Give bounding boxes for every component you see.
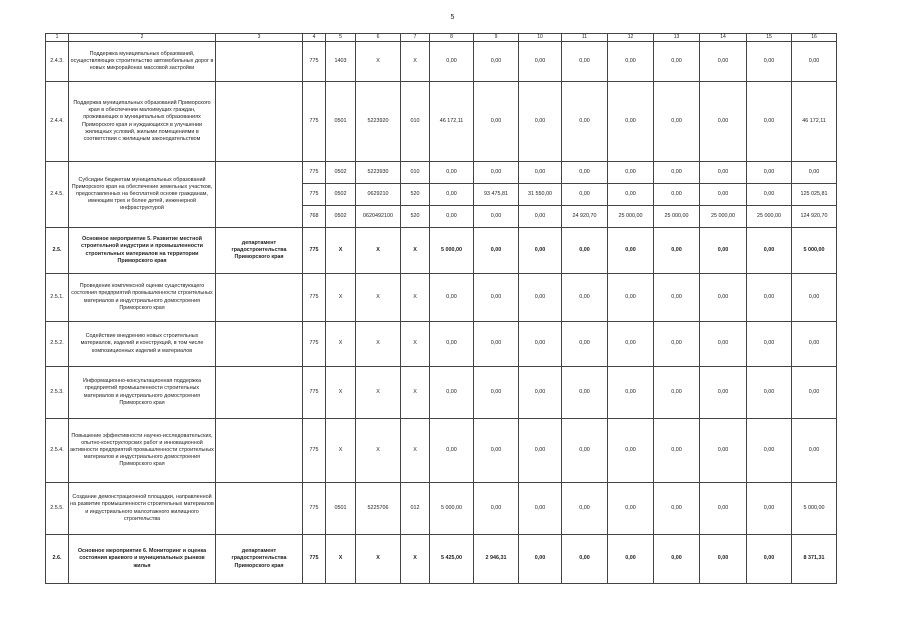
value-cell: X: [356, 419, 401, 483]
row-number: 2.5.4.: [46, 419, 69, 483]
value-cell: 0,00: [654, 82, 700, 162]
value-cell: 0,00: [792, 367, 837, 419]
value-cell: 0,00: [474, 82, 519, 162]
value-cell: 0,00: [562, 228, 608, 274]
value-cell: 0502: [326, 184, 356, 206]
value-cell: 0,00: [519, 206, 562, 228]
table-row: [46, 82, 837, 162]
value-cell: 0,00: [700, 483, 747, 535]
responsible-executor: департамент градостроительства Приморского края: [216, 228, 303, 274]
value-cell: X: [326, 322, 356, 367]
responsible-executor: [216, 419, 303, 483]
value-cell: 0,00: [519, 322, 562, 367]
value-cell: 775: [303, 535, 326, 584]
value-cell: 0,00: [747, 274, 792, 322]
value-cell: 0,00: [654, 162, 700, 184]
column-number: 6: [356, 34, 401, 42]
table-row: [46, 322, 837, 367]
value-cell: 0,00: [608, 419, 654, 483]
value-cell: 25 000,00: [747, 206, 792, 228]
value-cell: 0,00: [519, 367, 562, 419]
value-cell: 0,00: [519, 228, 562, 274]
row-number: 2.4.3.: [46, 42, 69, 82]
value-cell: X: [356, 367, 401, 419]
value-cell: 2 946,31: [474, 535, 519, 584]
value-cell: 0,00: [430, 367, 474, 419]
activity-name: Поддержка муниципальных образований, осуществляющих строительство автомобильных дорог в новых микрорайонах массовой застройки: [69, 42, 216, 82]
value-cell: 0,00: [608, 82, 654, 162]
responsible-executor: [216, 42, 303, 82]
value-cell: 24 920,70: [562, 206, 608, 228]
column-number: 2: [69, 34, 216, 42]
column-number: 14: [700, 34, 747, 42]
row-number: 2.5.5.: [46, 483, 69, 535]
value-cell: 0,00: [747, 419, 792, 483]
value-cell: X: [401, 367, 430, 419]
value-cell: 775: [303, 162, 326, 184]
value-cell: 1403: [326, 42, 356, 82]
value-cell: 0,00: [700, 162, 747, 184]
value-cell: X: [326, 419, 356, 483]
value-cell: 0,00: [654, 42, 700, 82]
table-row: [46, 367, 837, 419]
value-cell: 0,00: [562, 419, 608, 483]
row-number: 2.5.: [46, 228, 69, 274]
column-number: 5: [326, 34, 356, 42]
value-cell: 775: [303, 322, 326, 367]
value-cell: 0,00: [519, 162, 562, 184]
value-cell: 124 920,70: [792, 206, 837, 228]
value-cell: 520: [401, 206, 430, 228]
value-cell: 25 000,00: [608, 206, 654, 228]
value-cell: 0,00: [700, 419, 747, 483]
value-cell: X: [326, 274, 356, 322]
value-cell: X: [401, 419, 430, 483]
value-cell: 0,00: [519, 82, 562, 162]
value-cell: 0,00: [474, 42, 519, 82]
value-cell: 0,00: [430, 184, 474, 206]
value-cell: X: [326, 535, 356, 584]
value-cell: 0,00: [747, 82, 792, 162]
column-number: 9: [474, 34, 519, 42]
value-cell: 0,00: [519, 483, 562, 535]
column-number-row: [46, 34, 837, 42]
table-row: [46, 483, 837, 535]
row-number: 2.4.4.: [46, 82, 69, 162]
value-cell: X: [401, 535, 430, 584]
value-cell: 0,00: [474, 206, 519, 228]
activity-name: Повышение эффективности научно-исследовательских, опытно-конструкторских работ и инновационной активности предприятий промышленности строительных материалов и индустриального домостроения Приморского края: [69, 419, 216, 483]
value-cell: 0629210: [356, 184, 401, 206]
row-number: 2.6.: [46, 535, 69, 584]
value-cell: 0,00: [608, 367, 654, 419]
value-cell: 0,00: [700, 535, 747, 584]
value-cell: 0,00: [562, 274, 608, 322]
value-cell: 010: [401, 82, 430, 162]
value-cell: 0,00: [608, 228, 654, 274]
value-cell: 0,00: [792, 274, 837, 322]
value-cell: 0,00: [654, 535, 700, 584]
value-cell: 775: [303, 483, 326, 535]
value-cell: 775: [303, 82, 326, 162]
value-cell: 46 172,11: [430, 82, 474, 162]
value-cell: 0,00: [747, 228, 792, 274]
value-cell: 0,00: [562, 42, 608, 82]
value-cell: 775: [303, 419, 326, 483]
activity-name: Основное мероприятие 6. Мониторинг и оценка состояния краевого и муниципальных рынков жилья: [69, 535, 216, 584]
responsible-executor: [216, 82, 303, 162]
column-number: 8: [430, 34, 474, 42]
row-number: 2.4.5.: [46, 162, 69, 228]
column-number: 1: [46, 34, 69, 42]
value-cell: 0,00: [654, 322, 700, 367]
value-cell: 0,00: [792, 322, 837, 367]
value-cell: 012: [401, 483, 430, 535]
value-cell: 5 000,00: [430, 228, 474, 274]
table-row: [46, 42, 837, 82]
table-row: [46, 228, 837, 274]
value-cell: 0,00: [430, 42, 474, 82]
value-cell: 0,00: [654, 483, 700, 535]
value-cell: 0,00: [747, 322, 792, 367]
activity-name: Основное мероприятие 5. Развитие местной строительной индустрии и промышленности строительных материалов на территории Приморского края: [69, 228, 216, 274]
value-cell: 0,00: [700, 42, 747, 82]
value-cell: 5 000,00: [430, 483, 474, 535]
value-cell: 0,00: [792, 162, 837, 184]
table-row: [46, 419, 837, 483]
value-cell: 0,00: [430, 274, 474, 322]
value-cell: 5 000,00: [792, 228, 837, 274]
value-cell: 0,00: [747, 535, 792, 584]
value-cell: 125 025,81: [792, 184, 837, 206]
value-cell: 0,00: [608, 535, 654, 584]
value-cell: 5223920: [356, 82, 401, 162]
value-cell: 520: [401, 184, 430, 206]
value-cell: 0,00: [562, 162, 608, 184]
value-cell: 0,00: [700, 184, 747, 206]
value-cell: 775: [303, 228, 326, 274]
value-cell: X: [326, 228, 356, 274]
value-cell: X: [356, 322, 401, 367]
column-number: 7: [401, 34, 430, 42]
value-cell: 0,00: [474, 274, 519, 322]
responsible-executor: [216, 322, 303, 367]
value-cell: 0,00: [562, 535, 608, 584]
value-cell: 775: [303, 42, 326, 82]
value-cell: 0,00: [608, 42, 654, 82]
value-cell: X: [356, 228, 401, 274]
value-cell: 0,00: [654, 228, 700, 274]
value-cell: 0,00: [562, 483, 608, 535]
value-cell: X: [356, 42, 401, 82]
column-number: 16: [792, 34, 837, 42]
responsible-executor: [216, 162, 303, 228]
value-cell: X: [401, 274, 430, 322]
value-cell: 0,00: [474, 483, 519, 535]
value-cell: 0,00: [654, 274, 700, 322]
value-cell: 0,00: [474, 367, 519, 419]
value-cell: 775: [303, 367, 326, 419]
value-cell: 0,00: [792, 42, 837, 82]
activity-name: Субсидии бюджетам муниципальных образований Приморского края на обеспечение земельных участков, предоставленных на бесплатной основе гражданам, имеющим трех и более детей, инженерной инфраструктурой: [69, 162, 216, 228]
value-cell: 0,00: [474, 322, 519, 367]
column-number: 3: [216, 34, 303, 42]
value-cell: 775: [303, 274, 326, 322]
value-cell: 25 000,00: [654, 206, 700, 228]
value-cell: X: [326, 367, 356, 419]
row-number: 2.5.2.: [46, 322, 69, 367]
value-cell: 0,00: [654, 419, 700, 483]
value-cell: 0,00: [562, 82, 608, 162]
value-cell: X: [401, 228, 430, 274]
value-cell: 0,00: [474, 419, 519, 483]
value-cell: 0,00: [747, 483, 792, 535]
value-cell: 0,00: [519, 419, 562, 483]
value-cell: 0,00: [747, 367, 792, 419]
column-number: 4: [303, 34, 326, 42]
responsible-executor: департамент градостроительства Приморского края: [216, 535, 303, 584]
responsible-executor: [216, 483, 303, 535]
value-cell: X: [401, 322, 430, 367]
value-cell: 0,00: [430, 206, 474, 228]
value-cell: 010: [401, 162, 430, 184]
activity-name: Поддержка муниципальных образований Приморского края в обеспечении малоимущих граждан, проживающих в муниципальных образованиях Приморского края и нуждающихся в улучшении жилищных условий, жилыми помещениями в соответствии с жилищным законодательством: [69, 82, 216, 162]
value-cell: 0,00: [562, 322, 608, 367]
value-cell: 5223930: [356, 162, 401, 184]
value-cell: 0,00: [654, 367, 700, 419]
column-number: 13: [654, 34, 700, 42]
value-cell: 0,00: [519, 42, 562, 82]
row-number: 2.5.3.: [46, 367, 69, 419]
column-number: 15: [747, 34, 792, 42]
value-cell: X: [356, 535, 401, 584]
value-cell: 0,00: [700, 322, 747, 367]
value-cell: 0,00: [654, 184, 700, 206]
value-cell: 0,00: [608, 274, 654, 322]
value-cell: 0,00: [562, 367, 608, 419]
value-cell: 0501: [326, 483, 356, 535]
value-cell: 0,00: [747, 184, 792, 206]
value-cell: 0,00: [430, 322, 474, 367]
value-cell: 0,00: [700, 82, 747, 162]
value-cell: 0501: [326, 82, 356, 162]
column-number: 12: [608, 34, 654, 42]
value-cell: 0502: [326, 206, 356, 228]
value-cell: 93 475,81: [474, 184, 519, 206]
value-cell: 5 000,00: [792, 483, 837, 535]
activity-name: Создание демонстрационной площадки, направленной на развитие промышленности строительных материалов и индустриального малоэтажного жилищного строительства: [69, 483, 216, 535]
value-cell: 5225706: [356, 483, 401, 535]
activity-name: Проведение комплексной оценки существующего состояния предприятий промышленности строительных материалов и индустриального домостроения Приморского края: [69, 274, 216, 322]
table-row: [46, 274, 837, 322]
value-cell: 46 172,11: [792, 82, 837, 162]
value-cell: 768: [303, 206, 326, 228]
value-cell: X: [401, 42, 430, 82]
table-row: [46, 535, 837, 584]
column-number: 11: [562, 34, 608, 42]
value-cell: 0,00: [430, 162, 474, 184]
budget-table: [45, 33, 837, 584]
value-cell: 0,00: [700, 228, 747, 274]
value-cell: 0,00: [608, 483, 654, 535]
value-cell: X: [356, 274, 401, 322]
value-cell: 8 371,31: [792, 535, 837, 584]
row-number: 2.5.1.: [46, 274, 69, 322]
value-cell: 0,00: [747, 42, 792, 82]
value-cell: 775: [303, 184, 326, 206]
responsible-executor: [216, 274, 303, 322]
page-number: 5: [450, 14, 455, 21]
value-cell: 0,00: [474, 162, 519, 184]
value-cell: 0,00: [747, 162, 792, 184]
value-cell: 0,00: [608, 162, 654, 184]
value-cell: 25 000,00: [700, 206, 747, 228]
value-cell: 31 550,00: [519, 184, 562, 206]
value-cell: 0,00: [474, 228, 519, 274]
value-cell: 0,00: [519, 535, 562, 584]
table-row: [46, 162, 837, 184]
value-cell: 0,00: [608, 322, 654, 367]
value-cell: 0,00: [608, 184, 654, 206]
value-cell: 0,00: [430, 419, 474, 483]
responsible-executor: [216, 367, 303, 419]
column-number: 10: [519, 34, 562, 42]
value-cell: 0,00: [519, 274, 562, 322]
value-cell: 0,00: [700, 367, 747, 419]
value-cell: 0,00: [792, 419, 837, 483]
value-cell: 0502: [326, 162, 356, 184]
value-cell: 0620492100: [356, 206, 401, 228]
activity-name: Информационно-консультационная поддержка предприятий промышленности строительных материалов и индустриального домостроения Приморского края: [69, 367, 216, 419]
activity-name: Содействие внедрению новых строительных материалов, изделий и конструкций, в том числе композиционных изделий и материалов: [69, 322, 216, 367]
value-cell: 0,00: [700, 274, 747, 322]
value-cell: 0,00: [562, 184, 608, 206]
value-cell: 5 425,00: [430, 535, 474, 584]
